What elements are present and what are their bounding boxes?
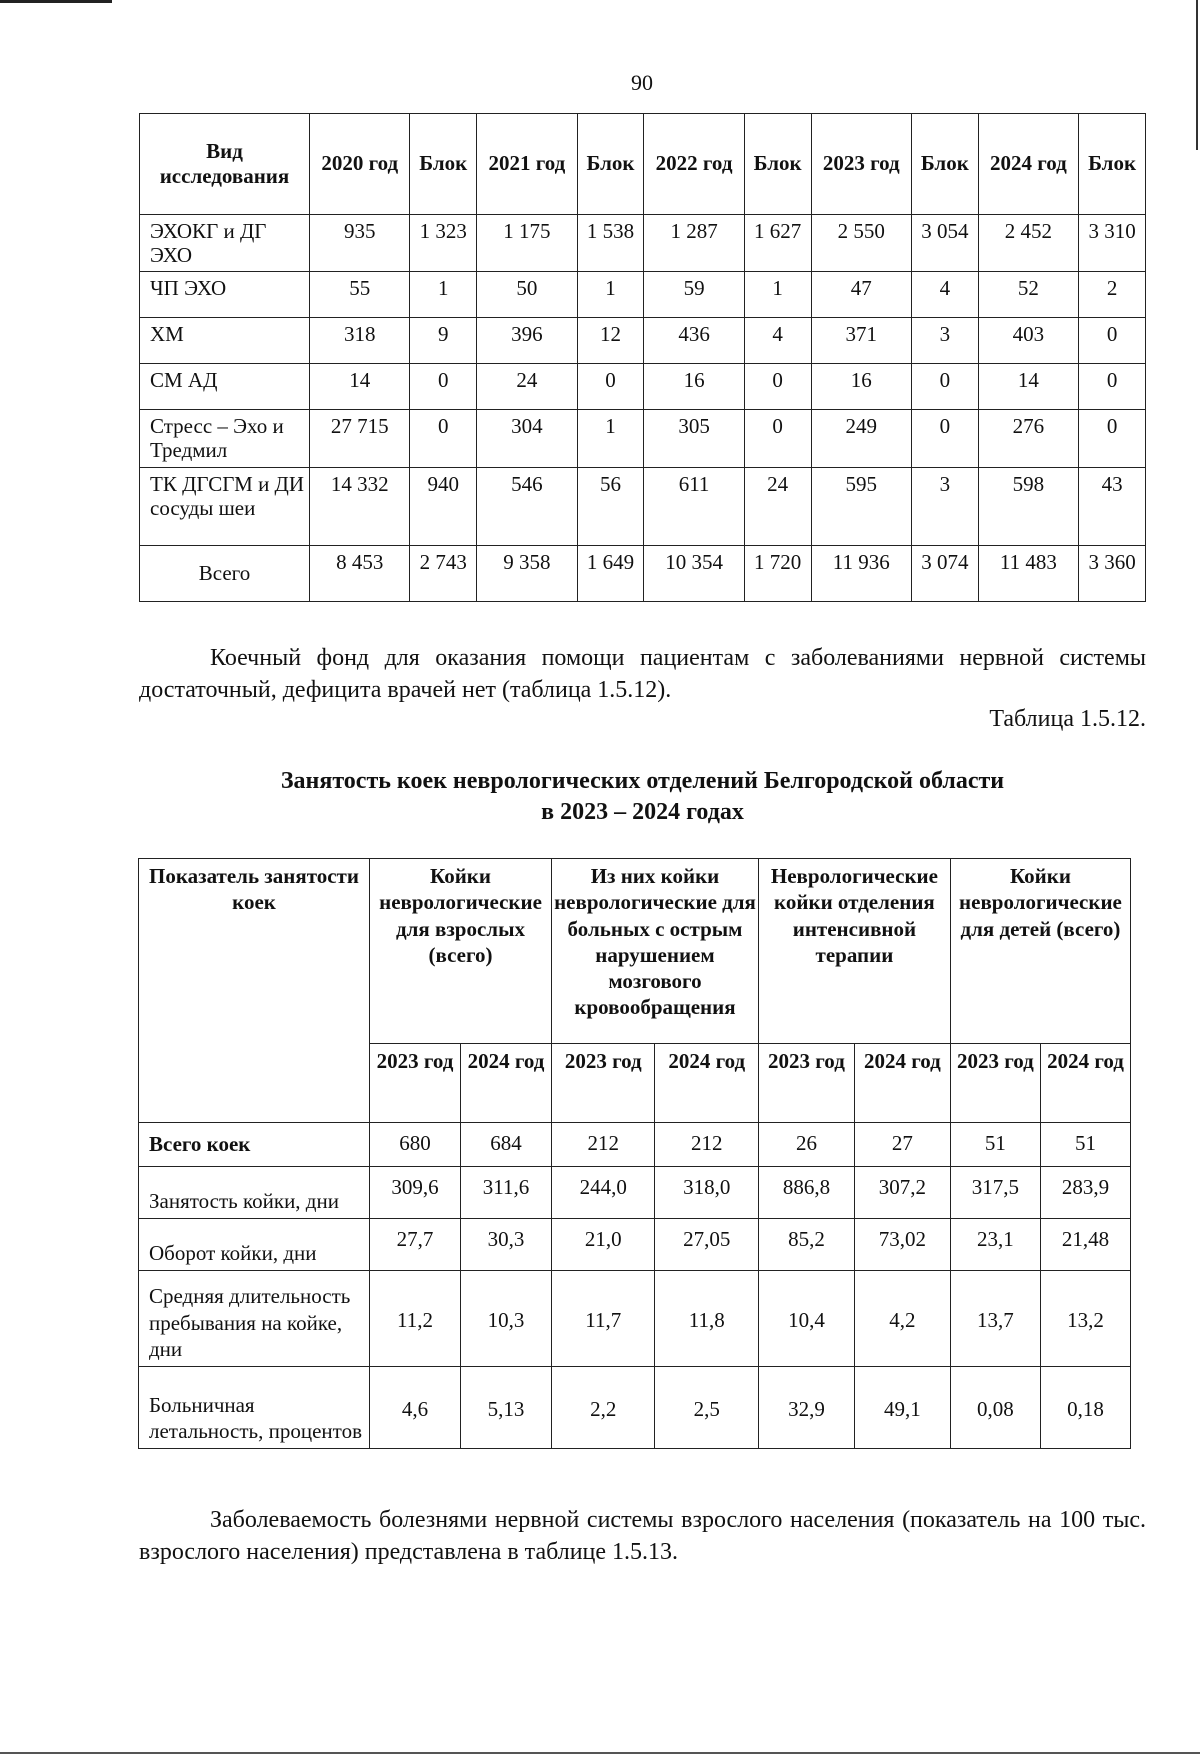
table-row [140, 272, 1146, 318]
table-cell: 2 452 [978, 215, 1078, 272]
table-cell: 311,6 [461, 1167, 552, 1219]
table-cell: 85,2 [758, 1219, 854, 1271]
table-cell: 47 [811, 272, 911, 318]
year-header: 2024 год [1040, 1044, 1130, 1123]
table-cell: 32,9 [758, 1367, 854, 1449]
table-cell: 30,3 [461, 1219, 552, 1271]
header-cell: Блок [577, 114, 644, 215]
table-cell: 14 332 [310, 468, 410, 546]
table-cell: 2 [1079, 272, 1146, 318]
table-cell: 4 [744, 318, 811, 364]
total-cell: 8 453 [310, 546, 410, 602]
table-cell: 23,1 [950, 1219, 1040, 1271]
table-cell: 16 [811, 364, 911, 410]
year-header: 2023 год [552, 1044, 655, 1123]
table-title-line: в 2023 – 2024 годах [541, 799, 744, 826]
table-cell: 11,8 [655, 1271, 758, 1367]
row-label: Занятость койки, дни [139, 1167, 370, 1219]
row-label: Средняя длительность пребывания на койке, дни [139, 1271, 370, 1367]
table-title [139, 766, 1146, 828]
table-cell: 1 323 [410, 215, 477, 272]
total-cell: 9 358 [477, 546, 577, 602]
row-label: СМ АД [140, 364, 310, 410]
total-cell: 10 354 [644, 546, 744, 602]
table-cell: 276 [978, 410, 1078, 468]
table-row [140, 364, 1146, 410]
table-cell: 396 [477, 318, 577, 364]
table-cell: 73,02 [854, 1219, 950, 1271]
group-header: Из них койки неврологические для больных с острым нарушением мозгового кровообращения [552, 859, 759, 1044]
table-cell: 371 [811, 318, 911, 364]
table-cell: 0 [1079, 410, 1146, 468]
table-cell: 59 [644, 272, 744, 318]
table-cell: 10,4 [758, 1271, 854, 1367]
table-cell: 403 [978, 318, 1078, 364]
table-cell: 1 627 [744, 215, 811, 272]
table-cell: 43 [1079, 468, 1146, 546]
table-cell: 886,8 [758, 1167, 854, 1219]
table-cell: 24 [744, 468, 811, 546]
year-header: 2024 год [655, 1044, 758, 1123]
table-cell: 2 550 [811, 215, 911, 272]
table-cell: 21,48 [1040, 1219, 1130, 1271]
table-row [139, 1271, 1131, 1367]
total-label: Всего [140, 546, 310, 602]
row-label: Больничная летальность, процентов [139, 1367, 370, 1449]
total-cell: 2 743 [410, 546, 477, 602]
table-cell: 11,2 [370, 1271, 461, 1367]
total-cell: 3 074 [911, 546, 978, 602]
table-cell: 305 [644, 410, 744, 468]
table-cell: 50 [477, 272, 577, 318]
table-row [140, 318, 1146, 364]
header-cell: Блок [1079, 114, 1146, 215]
table-title-line: Занятость коек неврологических отделений Белгородской области [280, 768, 1005, 794]
header-cell: 2020 год [310, 114, 410, 215]
table-cell: 16 [644, 364, 744, 410]
table-cell: 0 [1079, 364, 1146, 410]
table-cell: 27 [854, 1123, 950, 1167]
total-cell: 11 483 [978, 546, 1078, 602]
table-cell: 26 [758, 1123, 854, 1167]
table-cell: 0,08 [950, 1367, 1040, 1449]
table-cell: 307,2 [854, 1167, 950, 1219]
header-cell: 2023 год [811, 114, 911, 215]
group-header: Койки неврологические для взрослых (всего) [370, 859, 552, 1044]
table-cell: 2,5 [655, 1367, 758, 1449]
header-cell: 2024 год [978, 114, 1078, 215]
table-cell: 0 [1079, 318, 1146, 364]
table-cell: 940 [410, 468, 477, 546]
table-cell: 12 [577, 318, 644, 364]
paragraph-morbidity: Заболеваемость болезнями нервной системы взрослого населения (показатель на 100 тыс. взрослого населения) представлена в таблице 1.5.13. [139, 1507, 1146, 1566]
corner-header: Показатель занятости коек [139, 859, 370, 1123]
group-header: Койки неврологические для детей (всего) [950, 859, 1130, 1044]
table-cell: 14 [310, 364, 410, 410]
total-row [140, 546, 1146, 602]
table-row [139, 1167, 1131, 1219]
table-cell: 249 [811, 410, 911, 468]
year-header: 2024 год [461, 1044, 552, 1123]
research-table [139, 113, 1146, 602]
table-cell: 27,05 [655, 1219, 758, 1271]
bed-occupancy-table [138, 858, 1131, 1449]
table-cell: 10,3 [461, 1271, 552, 1367]
table-cell: 27,7 [370, 1219, 461, 1271]
table-cell: 1 [410, 272, 477, 318]
table-cell: 318 [310, 318, 410, 364]
table-cell: 13,7 [950, 1271, 1040, 1367]
table-cell: 1 175 [477, 215, 577, 272]
header-cell: Блок [744, 114, 811, 215]
table-cell: 212 [655, 1123, 758, 1167]
table-cell: 317,5 [950, 1167, 1040, 1219]
table-cell: 1 287 [644, 215, 744, 272]
table-cell: 680 [370, 1123, 461, 1167]
row-label: Всего коек [139, 1123, 370, 1167]
table-cell: 935 [310, 215, 410, 272]
table-cell: 52 [978, 272, 1078, 318]
table-cell: 436 [644, 318, 744, 364]
table-cell: 56 [577, 468, 644, 546]
year-header: 2024 год [854, 1044, 950, 1123]
table-cell: 283,9 [1040, 1167, 1130, 1219]
table-cell: 51 [950, 1123, 1040, 1167]
table-row [140, 215, 1146, 272]
table-row [139, 1123, 1131, 1167]
table-cell: 684 [461, 1123, 552, 1167]
paragraph-bed-fund: Коечный фонд для оказания помощи пациентам с заболеваниями нервной системы достаточный, дефицита врачей нет (таблица 1.5.12). [139, 645, 1146, 704]
year-header: 2023 год [950, 1044, 1040, 1123]
year-header: 2023 год [758, 1044, 854, 1123]
table-cell: 244,0 [552, 1167, 655, 1219]
table-cell: 0 [911, 410, 978, 468]
table-cell: 13,2 [1040, 1271, 1130, 1367]
table-cell: 9 [410, 318, 477, 364]
table-cell: 11,7 [552, 1271, 655, 1367]
total-cell: 1 649 [577, 546, 644, 602]
table-cell: 309,6 [370, 1167, 461, 1219]
total-cell: 1 720 [744, 546, 811, 602]
row-label: ЭХОКГ и ДГ ЭХО [140, 215, 310, 272]
table-cell: 51 [1040, 1123, 1130, 1167]
group-header-row [139, 859, 1131, 1044]
table-cell: 0 [744, 364, 811, 410]
table-cell: 27 715 [310, 410, 410, 468]
table-cell: 0,18 [1040, 1367, 1130, 1449]
table-cell: 4,6 [370, 1367, 461, 1449]
row-label: ХМ [140, 318, 310, 364]
table-cell: 3 054 [911, 215, 978, 272]
group-header: Неврологические койки отделения интенсивной терапии [758, 859, 950, 1044]
table-row [139, 1367, 1131, 1449]
row-label: ЧП ЭХО [140, 272, 310, 318]
table-caption: Таблица 1.5.12. [989, 706, 1146, 732]
table-cell: 595 [811, 468, 911, 546]
header-cell: Блок [911, 114, 978, 215]
table-cell: 318,0 [655, 1167, 758, 1219]
table-cell: 5,13 [461, 1367, 552, 1449]
table-cell: 212 [552, 1123, 655, 1167]
table-cell: 2,2 [552, 1367, 655, 1449]
table-cell: 4 [911, 272, 978, 318]
header-cell: Вид исследования [140, 114, 310, 215]
table-cell: 0 [744, 410, 811, 468]
table-cell: 3 [911, 468, 978, 546]
table-cell: 55 [310, 272, 410, 318]
table-cell: 49,1 [854, 1367, 950, 1449]
row-label: Оборот койки, дни [139, 1219, 370, 1271]
table-cell: 24 [477, 364, 577, 410]
page-number: 90 [631, 70, 653, 95]
year-header: 2023 год [370, 1044, 461, 1123]
table-cell: 0 [911, 364, 978, 410]
table-cell: 598 [978, 468, 1078, 546]
total-cell: 11 936 [811, 546, 911, 602]
table-cell: 0 [410, 410, 477, 468]
table-row [140, 468, 1146, 546]
table-cell: 1 [744, 272, 811, 318]
table-cell: 0 [410, 364, 477, 410]
bottom-rule [0, 1752, 1200, 1754]
table-cell: 611 [644, 468, 744, 546]
table-row [139, 1219, 1131, 1271]
table-cell: 14 [978, 364, 1078, 410]
top-rule [0, 0, 112, 3]
table-cell: 1 [577, 272, 644, 318]
table-cell: 0 [577, 364, 644, 410]
total-cell: 3 360 [1079, 546, 1146, 602]
header-cell: 2022 год [644, 114, 744, 215]
table-cell: 21,0 [552, 1219, 655, 1271]
table-cell: 3 [911, 318, 978, 364]
table-cell: 304 [477, 410, 577, 468]
table-cell: 3 310 [1079, 215, 1146, 272]
row-label: ТК ДГСГМ и ДИ сосуды шеи [140, 468, 310, 546]
table-cell: 1 538 [577, 215, 644, 272]
table-row [140, 410, 1146, 468]
table-cell: 1 [577, 410, 644, 468]
header-cell: Блок [410, 114, 477, 215]
research-table-header [140, 114, 1146, 215]
header-cell: 2021 год [477, 114, 577, 215]
table-cell: 4,2 [854, 1271, 950, 1367]
row-label: Стресс – Эхо и Тредмил [140, 410, 310, 468]
table-cell: 546 [477, 468, 577, 546]
